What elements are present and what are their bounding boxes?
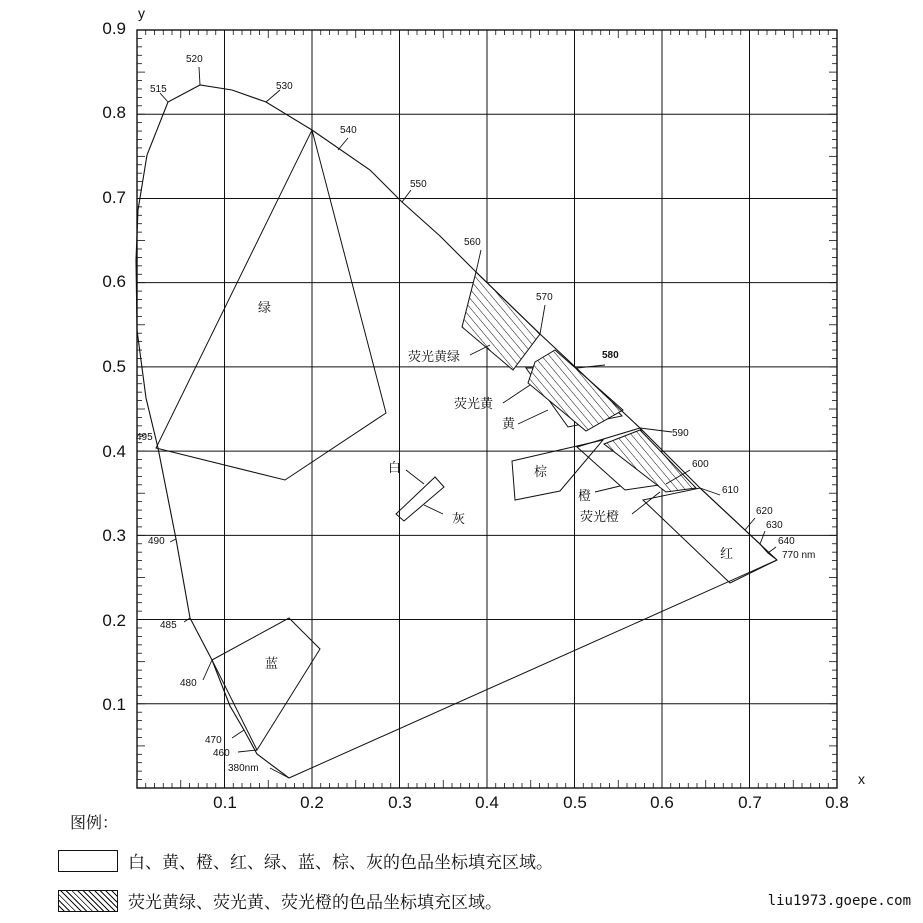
- legend-item-solid: [58, 848, 553, 873]
- x-tick-label: 0.3: [388, 793, 412, 812]
- y-tick-label: 0.8: [102, 103, 126, 122]
- wavelength-label: 590: [672, 428, 689, 439]
- wavelength-label: 515: [150, 84, 167, 95]
- white-region: [396, 477, 444, 521]
- x-tick-label: 0.8: [825, 793, 849, 812]
- wavelength-label: 550: [410, 179, 427, 190]
- region-label-brown: 棕: [534, 465, 548, 480]
- legend-swatch-outline: [58, 850, 118, 872]
- x-tick-labels: [213, 793, 849, 812]
- wavelength-label: 490: [148, 536, 165, 547]
- fluorescent-orange-region: [604, 430, 696, 492]
- wavelength-label: 530: [276, 81, 293, 92]
- wavelength-label: 610: [722, 485, 739, 496]
- x-tick-label: 0.2: [300, 793, 324, 812]
- wavelength-label: 580: [602, 350, 619, 361]
- region-label-blue: 蓝: [265, 657, 279, 672]
- region-label-orange: 橙: [578, 489, 592, 504]
- blue-region: [212, 618, 320, 750]
- purple-line: [289, 560, 777, 778]
- wavelength-label: 495: [136, 432, 153, 443]
- wavelength-label: 570: [536, 292, 553, 303]
- y-tick-label: 0.7: [102, 188, 126, 207]
- wavelength-label: 620: [756, 506, 773, 517]
- wavelength-label: 485: [160, 620, 177, 631]
- legend-title: 图例：: [70, 813, 119, 832]
- color-regions: [156, 130, 777, 750]
- wavelength-label: 600: [692, 459, 709, 470]
- wavelength-label: 640: [778, 536, 795, 547]
- legend-text: 白、黄、橙、红、绿、蓝、棕、灰的色品坐标填充区域。: [128, 853, 553, 873]
- wavelength-label: 520: [186, 54, 203, 65]
- wavelength-label: 380nm: [228, 763, 259, 774]
- legend-item-hatched: [58, 888, 502, 913]
- x-tick-label: 0.4: [475, 793, 499, 812]
- region-label-fluorescent-orange: 荧光橙: [580, 510, 620, 525]
- watermark: liu1973.goepe.com: [767, 893, 911, 909]
- wavelength-label: 560: [464, 237, 481, 248]
- wavelength-label: 540: [340, 125, 357, 136]
- wavelength-label: 480: [180, 678, 197, 689]
- region-label-fluorescent-yellow: 荧光黄: [454, 397, 494, 412]
- region-label-fluorescent-yellow-green: 荧光黄绿: [408, 350, 461, 365]
- legend-swatch-hatched: [58, 890, 118, 912]
- x-axis-name: x: [858, 771, 865, 787]
- y-tick-label: 0.6: [102, 272, 126, 291]
- y-tick-label: 0.2: [102, 611, 126, 630]
- region-label-yellow: 黄: [502, 417, 516, 432]
- x-tick-label: 0.1: [213, 793, 237, 812]
- region-label-red: 红: [720, 547, 734, 562]
- legend-text: 荧光黄绿、荧光黄、荧光橙的色品坐标填充区域。: [128, 893, 502, 913]
- y-tick-label: 0.5: [102, 357, 126, 376]
- y-tick-labels: [102, 19, 126, 714]
- fluorescent-yellow-green-region: [462, 272, 540, 370]
- wavelength-label: 770 nm: [782, 550, 816, 561]
- region-label-white: 白: [388, 461, 402, 476]
- y-tick-label: 0.1: [102, 695, 126, 714]
- y-tick-label: 0.9: [102, 19, 126, 38]
- wavelength-label: 630: [766, 520, 783, 531]
- y-axis-name: y: [138, 5, 145, 21]
- x-tick-label: 0.7: [738, 793, 762, 812]
- y-tick-label: 0.4: [102, 442, 126, 461]
- wavelength-label: 470: [205, 735, 222, 746]
- wavelength-label: 460: [213, 748, 230, 759]
- wavelength-labels: [136, 54, 815, 774]
- y-tick-label: 0.3: [102, 526, 126, 545]
- x-tick-label: 0.6: [650, 793, 674, 812]
- region-label-gray: 灰: [452, 512, 466, 527]
- wavelength-leaders: [140, 67, 776, 778]
- x-tick-label: 0.5: [563, 793, 587, 812]
- region-label-green: 绿: [258, 301, 272, 316]
